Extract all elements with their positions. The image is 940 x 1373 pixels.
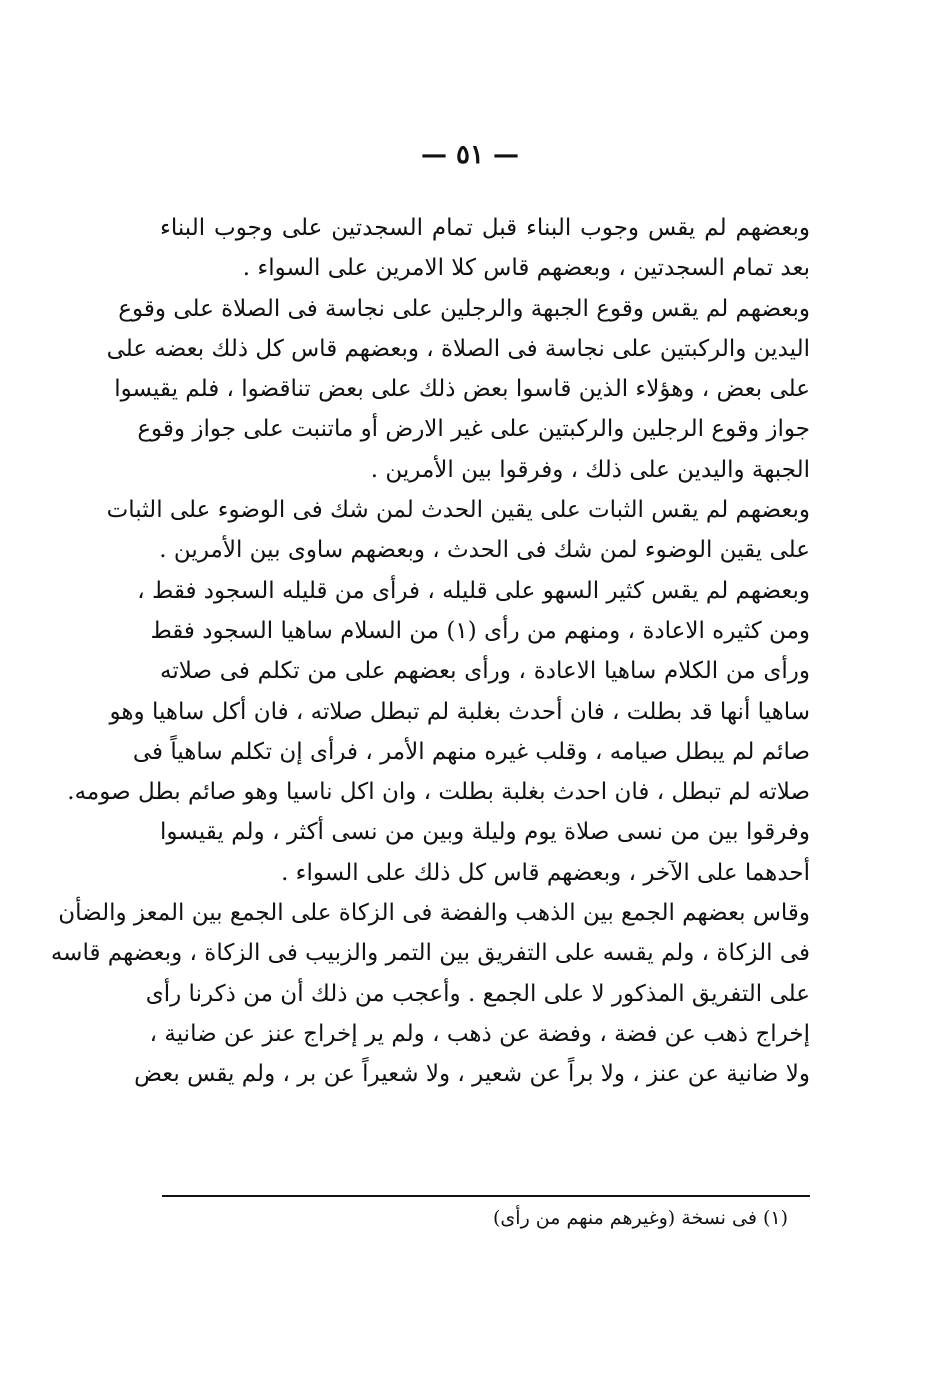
paragraph-5 [160,812,810,893]
text-line: ومن كثيره الاعادة ، ومنهم من رأى (١) من السلام ساهيا السجود فقط [150,617,810,644]
text-line: الجبهة واليدين على ذلك ، وفرقوا بين الأمرين . [370,456,810,483]
paragraph-3 [106,490,810,571]
text-line: على بعض ، وهؤلاء الذين قاسوا بعض ذلك على بعض تناقضوا ، فلم يقيسوا [114,376,810,403]
text-line: وبعضهم لم يقس وقوع الجبهة والرجلين على نجاسة فى الصلاة على وقوع [118,295,810,322]
text-line: فى الزكاة ، ولم يقسه على التفريق بين التمر والزبيب فى الزكاة ، وبعضهم قاسه [50,940,810,967]
text-line: بعد تمام السجدتين ، وبعضهم قاس كلا الامرين على السواء . [242,255,810,282]
paragraph-6 [50,893,810,1094]
text-line: جواز وقوع الرجلين والركبتين على غير الارض أو ماتنبت على جواز وقوع [137,416,810,443]
paragraph-2 [106,289,810,490]
text-line: على التفريق المذكور لا على الجمع . وأعجب من ذلك أن من ذكرنا رأى [145,980,810,1007]
paragraph-1 [160,208,810,289]
footnote: (١) فى نسخة (وغيرهم منهم من رأى) [493,1207,788,1229]
text-line: ورأى من الكلام ساهيا الاعادة ، ورأى بعضهم على من تكلم فى صلاته [160,658,810,685]
text-line: وبعضهم لم يقس كثير السهو على قليله ، فرأى من قليله السجود فقط ، [137,577,810,604]
text-line: صلاته لم تبطل ، فان احدث بغلبة بطلت ، وان اكل ناسيا وهو صائم بطل صومه. [67,779,810,806]
text-line: أحدهما على الآخر ، وبعضهم قاس كل ذلك على السواء . [281,859,810,886]
text-line: وبعضهم لم يقس الثبات على يقين الحدث لمن شك فى الوضوء على الثبات [106,497,810,524]
text-line: ساهيا أنها قد بطلت ، فان أحدث بغلبة لم تبطل صلاته ، فان أكل ساهيا وهو [109,698,810,725]
text-line: على يقين الوضوء لمن شك فى الحدث ، وبعضهم ساوى بين الأمرين . [159,537,810,564]
paragraph-4 [67,571,810,813]
text-line: ولا ضانية عن عنز ، ولا براً عن شعير ، ولا شعيراً عن بر ، ولم يقس بعض [134,1061,810,1088]
footnote-divider [162,1195,810,1197]
text-line: إخراج ذهب عن فضة ، وفضة عن ذهب ، ولم ير إخراج عنز عن ضانية ، [149,1020,810,1047]
body-text [50,208,810,1095]
text-line: وقاس بعضهم الجمع بين الذهب والفضة فى الزكاة على الجمع بين المعز والضأن [58,900,810,927]
text-line: وفرقوا بين من نسى صلاة يوم وليلة وبين من نسى أكثر ، ولم يقيسوا [160,819,810,846]
text-line: صائم لم يبطل صيامه ، وقلب غيره منهم الأمر ، فرأى إن تكلم ساهياً فى [132,738,810,765]
text-line: اليدين والركبتين على نجاسة فى الصلاة ، وبعضهم قاس كل ذلك بعضه على [106,335,810,362]
text-line: وبعضهم لم يقس وجوب البناء قبل تمام السجدتين على وجوب البناء [160,215,810,241]
page-number: — ٥١ — [420,140,520,170]
